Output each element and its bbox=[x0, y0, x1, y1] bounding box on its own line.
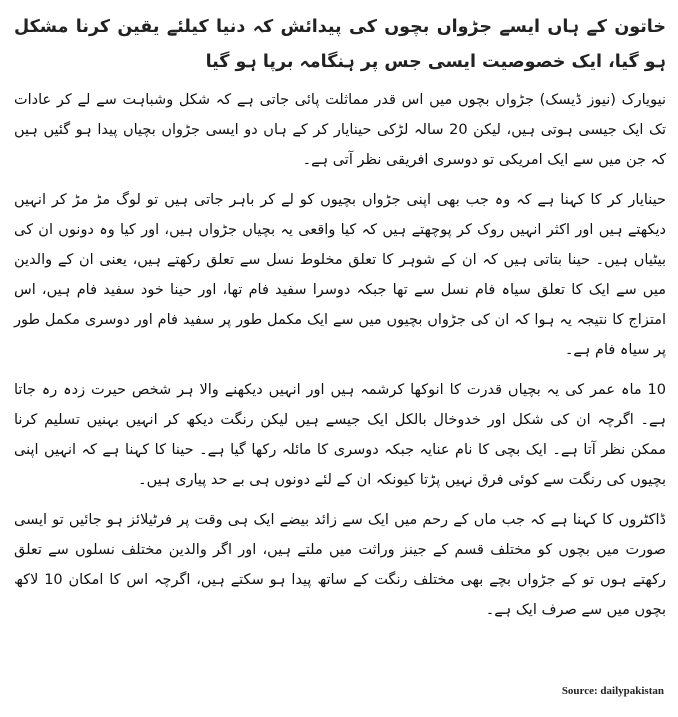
article-paragraph-4: ڈاکٹروں کا کہنا ہے کہ جب ماں کے رحم میں ایک سے زائد بیضے ایک ہی وقت پر فرٹیلائز ہو جائیں تو ایسی صورت میں بچوں کو مختلف قسم کے جینز وراثت میں ملتے ہیں، اور اگر والدین مختلف نسلوں سے تعلق رکھتے ہوں تو کے جڑواں بچے بھی مختلف رنگت کے ساتھ پیدا ہو سکتے ہیں، اگرچہ اس کا امکان 10 لاکھ بچوں میں سے صرف ایک ہے۔ bbox=[14, 512, 666, 618]
article-headline: خاتون کے ہاں ایسے جڑواں بچوں کی پیدائش کہ دنیا کیلئے یقین کرنا مشکل ہو گیا، ایک خصوصیت ایسی جس پر ہنگامہ برپا ہو گیا bbox=[14, 17, 666, 72]
article-paragraph-1: نیویارک (نیوز ڈیسک) جڑواں بچوں میں اس قدر مماثلت پائی جاتی ہے کہ شکل وشباہت سے لے کر عادات تک ایک جیسی ہوتی ہیں، لیکن 20 سالہ لڑکی حینایار کر کے ہاں دو ایسی جڑواں بچیاں پیدا ہو گئیں ہیں کہ جن میں سے ایک امریکی تو دوسری افریقی نظر آتی ہے۔ bbox=[14, 92, 666, 168]
article-body bbox=[14, 10, 666, 635]
source-credit: Source: dailypakistan bbox=[561, 685, 664, 697]
article-paragraph-3: 10 ماہ عمر کی یہ بچیاں قدرت کا انوکھا کرشمہ ہیں اور انہیں دیکھنے والا ہر شخص حیرت زدہ رہ جاتا ہے۔ اگرچہ ان کی شکل اور خدوخال بالکل ایک جیسے ہیں لیکن رنگت دیکھ کر انہیں بہنیں تسلیم کرنا ممکن نظر آتا ہے۔ ایک بچی کا نام عنایہ جبکہ دوسری کا مائلہ رکھا گیا ہے۔ حینا کا کہنا ہے کہ انہیں اپنی بچیوں کی رنگت سے کوئی فرق نہیں پڑتا کیونکہ ان کے لئے دونوں ہی بے حد پیاری ہیں۔ bbox=[14, 382, 666, 488]
article-paragraph-2: حینایار کر کا کہنا ہے کہ وہ جب بھی اپنی جڑواں بچیوں کو لے کر باہر جاتی ہیں تو لوگ مڑ مڑ کر انہیں دیکھتے ہیں اور اکثر انہیں روک کر پوچھتے ہیں کہ کیا واقعی یہ بچیاں جڑواں ہیں، اور کیا وہ دونوں ان کی بیٹیاں ہیں۔ حینا بتاتی ہیں کہ ان کے شوہر کا تعلق مخلوط نسل سے تعلق رکھتے ہیں، یعنی ان کے والدین میں سے ایک کا تعلق سیاہ فام نسل سے تھا جبکہ دوسرا سفید فام تھا، اور حینا خود سفید فام ہیں، اس امتزاج کا نتیجہ یہ ہوا کہ ان کی جڑواں بچیوں میں سے ایک مکمل طور پر سفید فام اور دوسری مکمل طور پر سیاہ فام ہے۔ bbox=[14, 192, 666, 358]
